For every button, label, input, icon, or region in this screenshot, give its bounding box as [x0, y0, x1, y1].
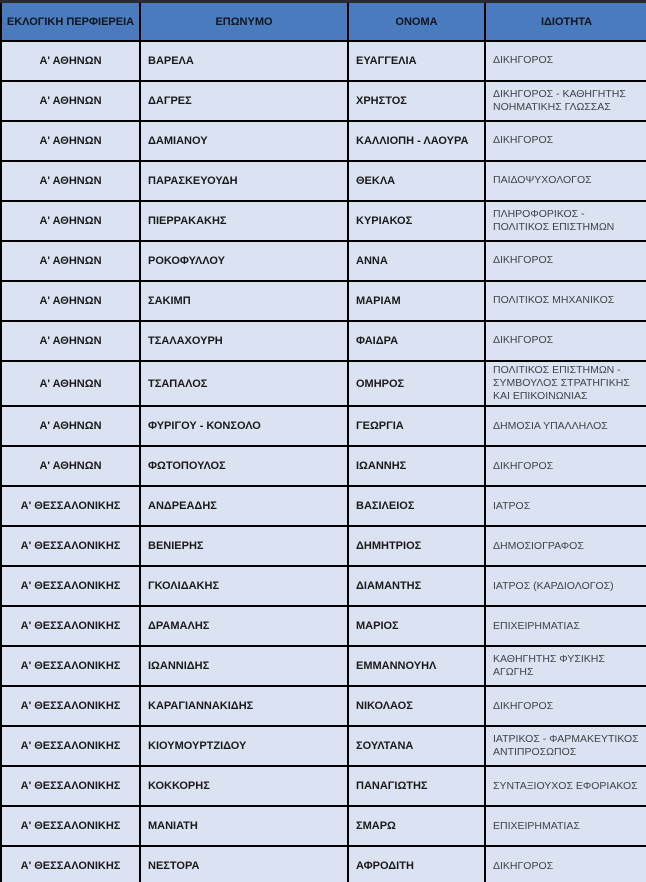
cell-surname: ΤΣΑΠΑΛΟΣ: [140, 361, 348, 406]
cell-surname: ΙΩΑΝΝΙΔΗΣ: [140, 646, 348, 686]
table-row: [1, 121, 646, 161]
cell-district: Α' ΘΕΣΣΑΛΟΝΙΚΗΣ: [1, 566, 140, 606]
cell-first-name: ΜΑΡΙΟΣ: [348, 606, 485, 646]
cell-district: Α' ΑΘΗΝΩΝ: [1, 406, 140, 446]
table-row: [1, 806, 646, 846]
cell-district: Α' ΘΕΣΣΑΛΟΝΙΚΗΣ: [1, 846, 140, 882]
cell-capacity: ΔΙΚΗΓΟΡΟΣ: [485, 846, 646, 882]
table-row: [1, 566, 646, 606]
cell-first-name: ΟΜΗΡΟΣ: [348, 361, 485, 406]
cell-first-name: ΣΟΥΛΤΑΝΑ: [348, 726, 485, 766]
cell-first-name: ΘΕΚΛΑ: [348, 161, 485, 201]
cell-surname: ΔΡΑΜΑΛΗΣ: [140, 606, 348, 646]
cell-capacity: ΔΙΚΗΓΟΡΟΣ: [485, 121, 646, 161]
table-row: [1, 321, 646, 361]
cell-surname: ΤΣΑΛΑΧΟΥΡΗ: [140, 321, 348, 361]
cell-surname: ΑΝΔΡΕΑΔΗΣ: [140, 486, 348, 526]
cell-first-name: ΚΥΡΙΑΚΟΣ: [348, 201, 485, 241]
cell-capacity: ΣΥΝΤΑΞΙΟΥΧΟΣ ΕΦΟΡΙΑΚΟΣ: [485, 766, 646, 806]
cell-surname: ΓΚΟΛΙΔΑΚΗΣ: [140, 566, 348, 606]
cell-district: Α' ΑΘΗΝΩΝ: [1, 161, 140, 201]
cell-capacity: ΕΠΙΧΕΙΡΗΜΑΤΙΑΣ: [485, 806, 646, 846]
cell-capacity: ΔΙΚΗΓΟΡΟΣ: [485, 41, 646, 81]
cell-surname: ΔΑΓΡΕΣ: [140, 81, 348, 121]
cell-capacity: ΕΠΙΧΕΙΡΗΜΑΤΙΑΣ: [485, 606, 646, 646]
cell-first-name: ΑΦΡΟΔΙΤΗ: [348, 846, 485, 882]
cell-surname: ΠΙΕΡΡΑΚΑΚΗΣ: [140, 201, 348, 241]
cell-first-name: ΠΑΝΑΓΙΩΤΗΣ: [348, 766, 485, 806]
cell-first-name: ΔΗΜΗΤΡΙΟΣ: [348, 526, 485, 566]
column-header-surname: ΕΠΩΝΥΜΟ: [140, 2, 348, 42]
cell-district: Α' ΑΘΗΝΩΝ: [1, 321, 140, 361]
cell-district: Α' ΑΘΗΝΩΝ: [1, 201, 140, 241]
cell-capacity: ΔΗΜΟΣΙΟΓΡΑΦΟΣ: [485, 526, 646, 566]
cell-capacity: ΠΑΙΔΟΨΥΧΟΛΟΓΟΣ: [485, 161, 646, 201]
cell-first-name: ΑΝΝΑ: [348, 241, 485, 281]
cell-district: Α' ΘΕΣΣΑΛΟΝΙΚΗΣ: [1, 686, 140, 726]
cell-capacity: ΠΟΛΙΤΙΚΟΣ ΜΗΧΑΝΙΚΟΣ: [485, 281, 646, 321]
cell-surname: ΒΑΡΕΛΑ: [140, 41, 348, 81]
cell-district: Α' ΑΘΗΝΩΝ: [1, 81, 140, 121]
table-row: [1, 41, 646, 81]
table-row: [1, 406, 646, 446]
cell-first-name: ΣΜΑΡΩ: [348, 806, 485, 846]
cell-surname: ΚΑΡΑΓΙΑΝΝΑΚΙΔΗΣ: [140, 686, 348, 726]
cell-district: Α' ΘΕΣΣΑΛΟΝΙΚΗΣ: [1, 486, 140, 526]
column-header-district: ΕΚΛΟΓΙΚΗ ΠΕΡΦΙΕΡΕΙΑ: [1, 2, 140, 42]
cell-capacity: ΙΑΤΡΙΚΟΣ - ΦΑΡΜΑΚΕΥΤΙΚΟΣ ΑΝΤΙΠΡΟΣΩΠΟΣ: [485, 726, 646, 766]
cell-district: Α' ΑΘΗΝΩΝ: [1, 446, 140, 486]
table-row: [1, 361, 646, 406]
cell-surname: ΡΟΚΟΦΥΛΛΟΥ: [140, 241, 348, 281]
cell-first-name: ΙΩΑΝΝΗΣ: [348, 446, 485, 486]
table-body: [1, 41, 646, 882]
cell-capacity: ΚΑΘΗΓΗΤΗΣ ΦΥΣΙΚΗΣ ΑΓΩΓΗΣ: [485, 646, 646, 686]
cell-surname: ΔΑΜΙΑΝΟΥ: [140, 121, 348, 161]
cell-capacity: ΠΛΗΡΟΦΟΡΙΚΟΣ - ΠΟΛΙΤΙΚΟΣ ΕΠΙΣΤΗΜΩΝ: [485, 201, 646, 241]
table-row: [1, 81, 646, 121]
cell-district: Α' ΑΘΗΝΩΝ: [1, 361, 140, 406]
table-header-row: [1, 2, 646, 42]
cell-first-name: ΧΡΗΣΤΟΣ: [348, 81, 485, 121]
table-row: [1, 201, 646, 241]
cell-first-name: ΜΑΡΙΑΜ: [348, 281, 485, 321]
cell-surname: ΣΑΚΙΜΠ: [140, 281, 348, 321]
cell-first-name: ΔΙΑΜΑΝΤΗΣ: [348, 566, 485, 606]
cell-district: Α' ΘΕΣΣΑΛΟΝΙΚΗΣ: [1, 726, 140, 766]
cell-capacity: ΠΟΛΙΤΙΚΟΣ ΕΠΙΣΤΗΜΩΝ - ΣΥΜΒΟΥΛΟΣ ΣΤΡΑΤΗΓΙΚΗΣ ΚΑΙ ΕΠΙΚΟΙΝΩΝΙΑΣ: [485, 361, 646, 406]
cell-first-name: ΝΙΚΟΛΑΟΣ: [348, 686, 485, 726]
column-header-first-name: ΟΝΟΜΑ: [348, 2, 485, 42]
cell-surname: ΠΑΡΑΣΚΕΥΟΥΔΗ: [140, 161, 348, 201]
cell-surname: ΒΕΝΙΕΡΗΣ: [140, 526, 348, 566]
cell-surname: ΦΥΡΙΓΟΥ - ΚΟΝΣΟΛΟ: [140, 406, 348, 446]
table-row: [1, 646, 646, 686]
cell-district: Α' ΘΕΣΣΑΛΟΝΙΚΗΣ: [1, 646, 140, 686]
table-row: [1, 161, 646, 201]
cell-capacity: ΔΙΚΗΓΟΡΟΣ: [485, 446, 646, 486]
cell-surname: ΚΟΚΚΟΡΗΣ: [140, 766, 348, 806]
cell-capacity: ΔΙΚΗΓΟΡΟΣ: [485, 321, 646, 361]
cell-first-name: ΕΜΜΑΝΝΟΥΗΛ: [348, 646, 485, 686]
table-row: [1, 686, 646, 726]
table-row: [1, 446, 646, 486]
column-header-capacity: ΙΔΙΟΤΗΤΑ: [485, 2, 646, 42]
cell-capacity: ΔΙΚΗΓΟΡΟΣ - ΚΑΘΗΓΗΤΗΣ ΝΟΗΜΑΤΙΚΗΣ ΓΛΩΣΣΑΣ: [485, 81, 646, 121]
cell-district: Α' ΘΕΣΣΑΛΟΝΙΚΗΣ: [1, 766, 140, 806]
cell-district: Α' ΘΕΣΣΑΛΟΝΙΚΗΣ: [1, 606, 140, 646]
cell-first-name: ΚΑΛΛΙΟΠΗ - ΛΑΟΥΡΑ: [348, 121, 485, 161]
cell-capacity: ΔΙΚΗΓΟΡΟΣ: [485, 241, 646, 281]
cell-first-name: ΒΑΣΙΛΕΙΟΣ: [348, 486, 485, 526]
cell-capacity: ΔΙΚΗΓΟΡΟΣ: [485, 686, 646, 726]
cell-first-name: ΕΥΑΓΓΕΛΙΑ: [348, 41, 485, 81]
cell-district: Α' ΑΘΗΝΩΝ: [1, 281, 140, 321]
cell-capacity: ΙΑΤΡΟΣ: [485, 486, 646, 526]
cell-district: Α' ΑΘΗΝΩΝ: [1, 121, 140, 161]
cell-district: Α' ΘΕΣΣΑΛΟΝΙΚΗΣ: [1, 806, 140, 846]
cell-district: Α' ΘΕΣΣΑΛΟΝΙΚΗΣ: [1, 526, 140, 566]
table-row: [1, 281, 646, 321]
cell-first-name: ΓΕΩΡΓΙΑ: [348, 406, 485, 446]
cell-surname: ΚΙΟΥΜΟΥΡΤΖΙΔΟΥ: [140, 726, 348, 766]
cell-capacity: ΔΗΜΟΣΙΑ ΥΠΑΛΛΗΛΟΣ: [485, 406, 646, 446]
cell-district: Α' ΑΘΗΝΩΝ: [1, 241, 140, 281]
cell-capacity: ΙΑΤΡΟΣ (ΚΑΡΔΙΟΛΟΓΟΣ): [485, 566, 646, 606]
table-row: [1, 526, 646, 566]
table-row: [1, 486, 646, 526]
table-row: [1, 606, 646, 646]
table-row: [1, 241, 646, 281]
cell-first-name: ΦΑΙΔΡΑ: [348, 321, 485, 361]
cell-district: Α' ΑΘΗΝΩΝ: [1, 41, 140, 81]
table-row: [1, 726, 646, 766]
cell-surname: ΜΑΝΙΑΤΗ: [140, 806, 348, 846]
table-row: [1, 846, 646, 882]
cell-surname: ΝΕΣΤΟΡΑ: [140, 846, 348, 882]
table-row: [1, 766, 646, 806]
cell-surname: ΦΩΤΟΠΟΥΛΟΣ: [140, 446, 348, 486]
